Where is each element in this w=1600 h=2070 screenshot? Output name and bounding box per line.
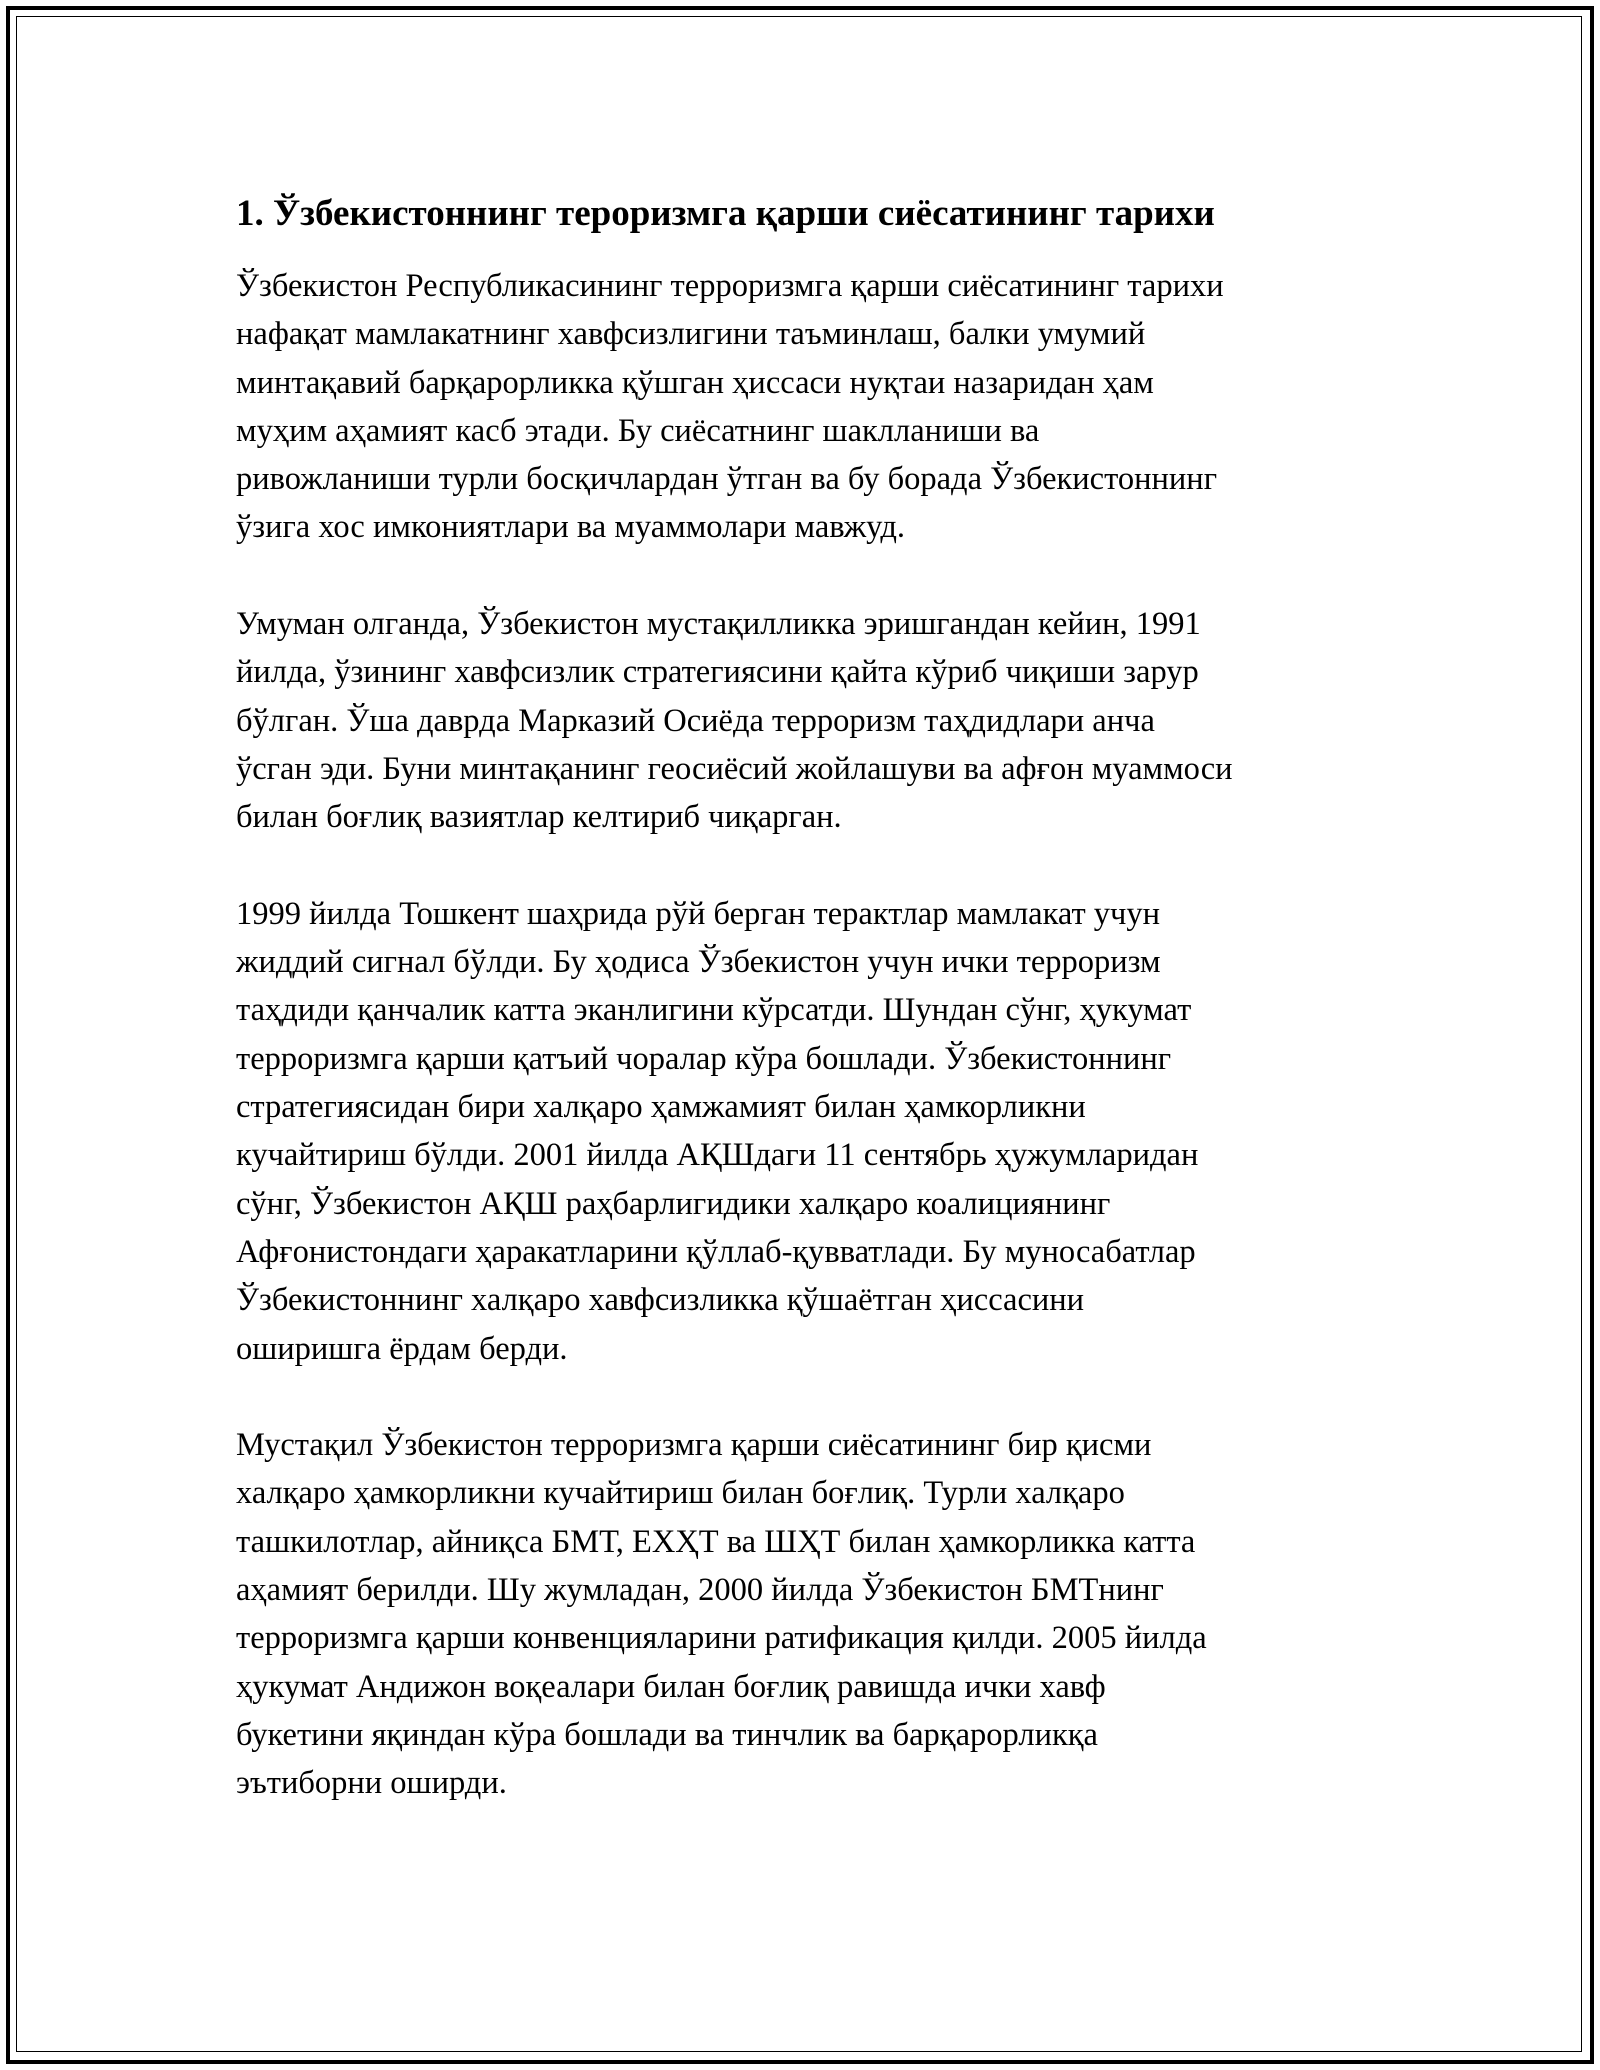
text-line: ўзига хос имкониятлари ва муаммолари мавжуд. bbox=[236, 509, 906, 546]
text-line: ҳукумат Андижон воқеалари билан боғлиқ равишда ички хавф bbox=[236, 1668, 1106, 1705]
text-line: бўлган. Ўша даврда Марказий Осиёда терроризм таҳдидлари анча bbox=[236, 702, 1155, 739]
document-body bbox=[236, 186, 1376, 1856]
paragraph bbox=[236, 262, 1376, 552]
text-line: кучайтириш бўлди. 2001 йилда АҚШдаги 11 сентябрь ҳужумларидан bbox=[236, 1137, 1199, 1174]
text-line: букетини яқиндан кўра бошлади ва тинчлик ва барқарорликқа bbox=[236, 1716, 1098, 1753]
text-line: йилда, ўзининг хавфсизлик стратегиясини қайта кўриб чиқиши зарур bbox=[236, 654, 1199, 691]
text-line: терроризмга қарши қатъий чоралар кўра бошлади. Ўзбекистоннинг bbox=[236, 1040, 1172, 1077]
paragraph bbox=[236, 890, 1376, 1373]
text-line: минтақавий барқарорликка қўшган ҳиссаси нуқтаи назаридан ҳам bbox=[236, 364, 1154, 401]
text-line: ривожланиши турли босқичлардан ўтган ва бу борада Ўзбекистоннинг bbox=[236, 461, 1218, 498]
paragraph bbox=[236, 600, 1376, 841]
text-line: нафақат мамлакатнинг хавфсизлигини таъминлаш, балки умумий bbox=[236, 316, 1146, 353]
text-line: эътиборни оширди. bbox=[236, 1765, 507, 1802]
text-line: Мустақил Ўзбекистон терроризмга қарши сиёсатининг бир қисми bbox=[236, 1427, 1152, 1464]
text-line: оширишга ёрдам берди. bbox=[236, 1330, 568, 1367]
paragraph bbox=[236, 1421, 1376, 1807]
section-heading: 1. Ўзбекистоннинг тероризмга қарши сиёсатининг тарихи bbox=[236, 193, 1215, 234]
text-line: стратегиясидан бири халқаро ҳамжамият билан ҳамкорликни bbox=[236, 1089, 1086, 1126]
text-line: сўнг, Ўзбекистон АҚШ раҳбарлигидики халқаро коалициянинг bbox=[236, 1185, 1111, 1222]
text-line: Ўзбекистоннинг халқаро хавфсизликка қўшаётган ҳиссасини bbox=[236, 1282, 1085, 1319]
text-line: ташкилотлар, айниқса БМТ, ЕХҲТ ва ШҲТ билан ҳамкорликка катта bbox=[236, 1523, 1196, 1560]
paragraph-list bbox=[236, 262, 1376, 1808]
text-line: 1999 йилда Тошкент шаҳрида рўй берган терактлар мамлакат учун bbox=[236, 895, 1161, 932]
text-line: таҳдиди қанчалик катта эканлигини кўрсатди. Шундан сўнг, ҳукумат bbox=[236, 992, 1192, 1029]
text-line: муҳим аҳамият касб этади. Бу сиёсатнинг шаклланиши ва bbox=[236, 412, 1040, 449]
text-line: ўсган эди. Буни минтақанинг геосиёсий жойлашуви ва афғон муаммоси bbox=[236, 750, 1233, 787]
text-line: аҳамият берилди. Шу жумладан, 2000 йилда Ўзбекистон БМТнинг bbox=[236, 1572, 1164, 1609]
text-line: Афғонистондаги ҳаракатларини қўллаб-қувватлади. Бу муносабатлар bbox=[236, 1233, 1196, 1270]
text-line: терроризмга қарши конвенцияларини ратификация қилди. 2005 йилда bbox=[236, 1620, 1207, 1657]
text-line: Умуман олганда, Ўзбекистон мустақилликка эришгандан кейин, 1991 bbox=[236, 606, 1201, 643]
text-line: жиддий сигнал бўлди. Бу ҳодиса Ўзбекистон учун ички терроризм bbox=[236, 944, 1161, 981]
text-line: халқаро ҳамкорликни кучайтириш билан боғлиқ. Турли халқаро bbox=[236, 1475, 1125, 1512]
text-line: Ўзбекистон Республикасининг терроризмга қарши сиёсатининг тарихи bbox=[236, 268, 1224, 304]
text-line: билан боғлиқ вазиятлар келтириб чиқарган. bbox=[236, 799, 842, 836]
